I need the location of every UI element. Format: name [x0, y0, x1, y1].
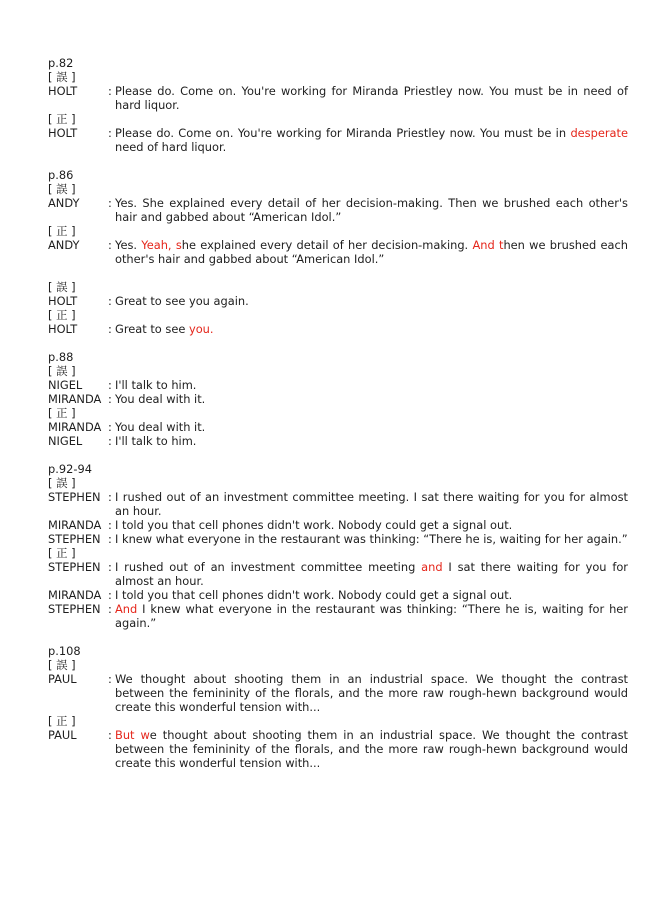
dialogue-text: [115, 420, 628, 434]
page-reference: p.92-94: [48, 462, 92, 476]
dialogue-line: [48, 728, 628, 770]
speaker-colon: :: [108, 392, 112, 406]
dialogue-text: [115, 196, 628, 224]
speaker-name: ANDY: [48, 196, 80, 210]
speaker-colon: :: [108, 490, 112, 504]
correct-tag: [ 正 ]: [48, 406, 76, 420]
speaker-name: HOLT: [48, 322, 78, 336]
errata-section: [48, 168, 628, 266]
speaker-name: STEPHEN: [48, 560, 101, 574]
incorrect-tag: [ 誤 ]: [48, 364, 76, 378]
dialogue-text: [115, 728, 628, 770]
speaker-colon: :: [108, 322, 112, 336]
page-reference: p.88: [48, 350, 74, 364]
errata-section: [48, 462, 628, 630]
corrected-text: Yeah, s: [141, 238, 182, 252]
incorrect-tag: [ 誤 ]: [48, 280, 76, 294]
page-reference: p.108: [48, 644, 81, 658]
text-run: Great to see you again.: [115, 294, 249, 308]
corrected-text: desperate: [570, 126, 628, 140]
errata-section: [48, 644, 628, 770]
speaker-colon: :: [108, 434, 112, 448]
speaker-colon: :: [108, 602, 112, 616]
text-run: Please do. Come on. You're working for Miranda Priestley now. You must be in need of hard liquor.: [115, 84, 628, 112]
speaker-name: NIGEL: [48, 378, 83, 392]
page-reference: p.86: [48, 168, 74, 182]
speaker-colon: :: [108, 238, 112, 252]
dialogue-text: [115, 490, 628, 518]
speaker-colon: :: [108, 294, 112, 308]
speaker-name: HOLT: [48, 84, 78, 98]
speaker-name: MIRANDA: [48, 518, 102, 532]
speaker-name: PAUL: [48, 728, 77, 742]
incorrect-tag: [ 誤 ]: [48, 70, 76, 84]
dialogue-text: [115, 588, 628, 602]
dialogue-text: [115, 392, 628, 406]
speaker-colon: :: [108, 84, 112, 98]
errata-document: [48, 56, 628, 784]
text-run: Please do. Come on. You're working for Miranda Priestley now. You must be in: [115, 126, 571, 140]
text-run: We thought about shooting them in an industrial space. We thought the contrast between the femininity of the florals, and the more raw rough-hewn background would create this wonderful tension with...: [115, 672, 628, 714]
text-run: I'll talk to him.: [115, 378, 197, 392]
speaker-colon: :: [108, 560, 112, 574]
correct-tag: [ 正 ]: [48, 308, 76, 322]
text-run: e thought about shooting them in an industrial space. We thought the contrast between the femininity of the florals, and the more raw rough-hewn background would create this wonderful tension with...: [115, 728, 628, 770]
dialogue-text: [115, 560, 628, 588]
correct-block: [48, 308, 628, 336]
dialogue-text: [115, 84, 628, 112]
text-run: need of hard liquor.: [115, 140, 227, 154]
text-run: Yes. She explained every detail of her decision-making. Then we brushed each other's hair and gabbed about “American Idol.”: [115, 196, 628, 224]
correct-block: [48, 112, 628, 154]
dialogue-text: [115, 672, 628, 714]
correct-block: [48, 546, 628, 630]
correct-tag: [ 正 ]: [48, 546, 76, 560]
errata-section: [48, 350, 628, 448]
dialogue-line: [48, 518, 628, 532]
speaker-colon: :: [108, 518, 112, 532]
page-reference: p.82: [48, 56, 74, 70]
dialogue-line: [48, 490, 628, 518]
dialogue-line: [48, 532, 628, 546]
dialogue-line: [48, 322, 628, 336]
speaker-name: STEPHEN: [48, 490, 101, 504]
dialogue-text: [115, 238, 628, 266]
text-run: I rushed out of an investment committee meeting: [115, 560, 422, 574]
speaker-colon: :: [108, 728, 112, 742]
speaker-name: HOLT: [48, 294, 78, 308]
speaker-name: PAUL: [48, 672, 77, 686]
dialogue-text: [115, 378, 628, 392]
incorrect-tag: [ 誤 ]: [48, 658, 76, 672]
dialogue-line: [48, 392, 628, 406]
dialogue-line: [48, 84, 628, 112]
text-run: I knew what everyone in the restaurant was thinking: “There he is, waiting for her again.”: [115, 602, 628, 630]
incorrect-block: [48, 280, 628, 308]
speaker-colon: :: [108, 672, 112, 686]
correct-block: [48, 224, 628, 266]
text-run: I sat there waiting for you for almost an hour.: [115, 560, 628, 588]
text-run: he explained every detail of her decision-making.: [181, 238, 473, 252]
text-run: Yes.: [115, 238, 142, 252]
text-run: I rushed out of an investment committee meeting. I sat there waiting for you for almost an hour.: [115, 490, 628, 518]
dialogue-line: [48, 238, 628, 266]
dialogue-text: [115, 532, 628, 546]
text-run: Great to see: [115, 322, 189, 336]
corrected-text: But w: [115, 728, 150, 742]
text-run: I told you that cell phones didn't work. Nobody could get a signal out.: [115, 588, 513, 602]
dialogue-line: [48, 672, 628, 714]
speaker-name: MIRANDA: [48, 392, 102, 406]
speaker-colon: :: [108, 126, 112, 140]
dialogue-line: [48, 378, 628, 392]
incorrect-tag: [ 誤 ]: [48, 476, 76, 490]
speaker-name: ANDY: [48, 238, 80, 252]
dialogue-line: [48, 602, 628, 630]
text-run: I'll talk to him.: [115, 434, 197, 448]
dialogue-text: [115, 434, 628, 448]
dialogue-line: [48, 434, 628, 448]
dialogue-text: [115, 322, 628, 336]
speaker-name: HOLT: [48, 126, 78, 140]
corrected-text: And: [115, 602, 138, 616]
speaker-colon: :: [108, 420, 112, 434]
dialogue-text: [115, 602, 628, 630]
speaker-colon: :: [108, 532, 112, 546]
errata-section: [48, 280, 628, 336]
errata-section: [48, 56, 628, 154]
speaker-name: STEPHEN: [48, 532, 101, 546]
corrected-text: And t: [472, 238, 504, 252]
corrected-text: and: [421, 560, 443, 574]
dialogue-line: [48, 420, 628, 434]
dialogue-line: [48, 294, 628, 308]
dialogue-line: [48, 196, 628, 224]
correct-tag: [ 正 ]: [48, 224, 76, 238]
dialogue-text: [115, 126, 628, 154]
incorrect-tag: [ 誤 ]: [48, 182, 76, 196]
speaker-name: MIRANDA: [48, 420, 102, 434]
corrected-text: you.: [188, 322, 214, 336]
speaker-colon: :: [108, 378, 112, 392]
correct-block: [48, 714, 628, 770]
incorrect-block: [48, 476, 628, 546]
dialogue-line: [48, 126, 628, 154]
incorrect-block: [48, 658, 628, 714]
text-run: You deal with it.: [115, 420, 206, 434]
correct-tag: [ 正 ]: [48, 714, 76, 728]
speaker-name: MIRANDA: [48, 588, 102, 602]
dialogue-line: [48, 560, 628, 588]
text-run: I told you that cell phones didn't work. Nobody could get a signal out.: [115, 518, 513, 532]
speaker-colon: :: [108, 196, 112, 210]
dialogue-text: [115, 294, 628, 308]
incorrect-block: [48, 364, 628, 406]
speaker-colon: :: [108, 588, 112, 602]
incorrect-block: [48, 182, 628, 224]
dialogue-text: [115, 518, 628, 532]
correct-tag: [ 正 ]: [48, 112, 76, 126]
speaker-name: NIGEL: [48, 434, 83, 448]
dialogue-line: [48, 588, 628, 602]
text-run: I knew what everyone in the restaurant was thinking: “There he is, waiting for her again.”: [115, 532, 628, 546]
correct-block: [48, 406, 628, 448]
text-run: You deal with it.: [115, 392, 206, 406]
speaker-name: STEPHEN: [48, 602, 101, 616]
incorrect-block: [48, 70, 628, 112]
text-run: hen we brushed each other's hair and gabbed about “American Idol.”: [115, 238, 628, 266]
